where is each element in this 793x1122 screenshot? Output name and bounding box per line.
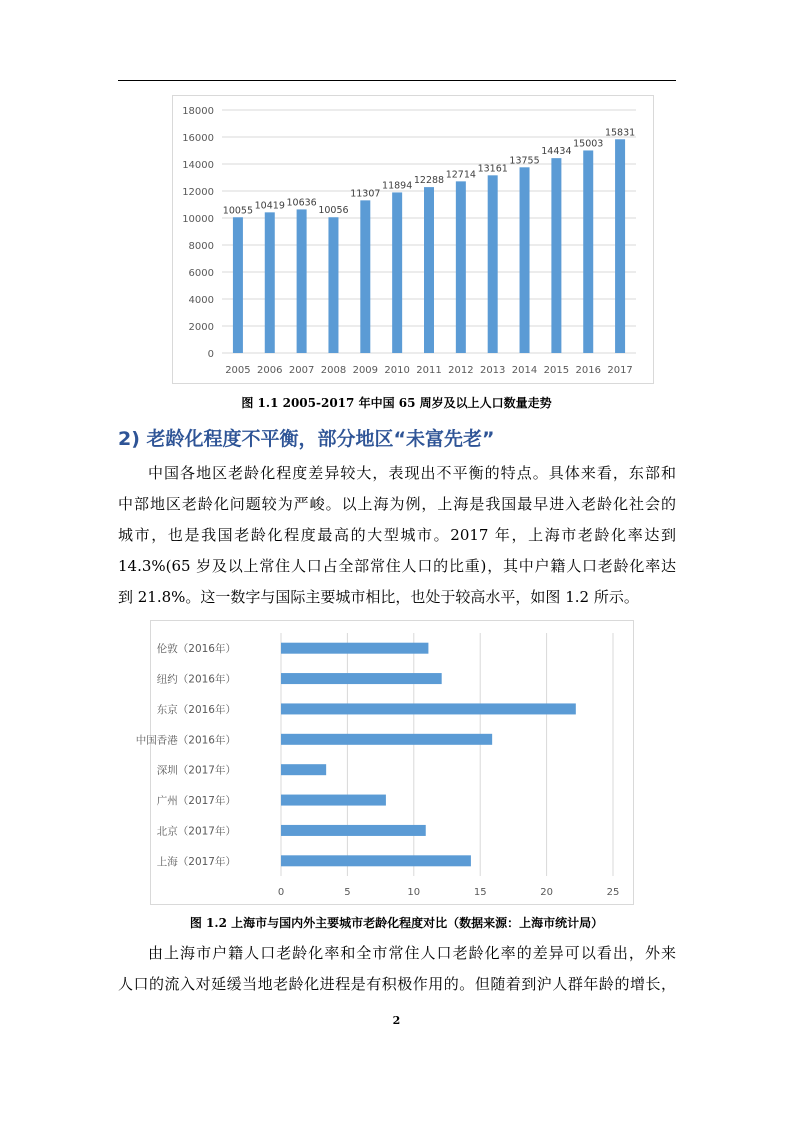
y-tick-label: 纽约（2016年） xyxy=(156,673,236,686)
bar xyxy=(265,212,275,353)
y-tick-label: 北京（2017年） xyxy=(156,825,236,838)
data-label: 13755 xyxy=(509,155,540,167)
bar xyxy=(297,209,307,353)
x-tick-label: 2008 xyxy=(320,365,347,376)
y-tick-label: 0 xyxy=(207,349,214,360)
x-tick-label: 2007 xyxy=(288,365,315,376)
data-label: 12714 xyxy=(445,169,476,181)
x-tick-label: 2011 xyxy=(416,365,442,376)
data-label: 15003 xyxy=(573,138,604,150)
x-tick-label: 2013 xyxy=(479,365,506,376)
y-tick-label: 14000 xyxy=(182,160,214,171)
paragraph-line: 到 21.8%。这一数字与国际主要城市相比，也处于较高水平，如图 1.2 所示。 xyxy=(118,588,639,606)
data-label: 11307 xyxy=(350,188,381,200)
paragraph-2 xyxy=(118,938,676,1000)
paragraph-line: 14.3%(65 岁及以上常住人口占全部常住人口的比重)，其中户籍人口老龄化率达 xyxy=(118,557,676,575)
data-label: 15831 xyxy=(604,127,636,139)
figure2-caption: 图 1.2 上海市与国内外主要城市老龄化程度对比（数据来源：上海市统计局） xyxy=(189,916,604,930)
page-number: 2 xyxy=(392,1014,401,1027)
data-label: 10056 xyxy=(318,205,349,217)
x-tick-label: 2017 xyxy=(607,365,633,376)
y-tick-label: 10000 xyxy=(182,214,214,225)
bar xyxy=(281,703,576,714)
y-tick-label: 深圳（2017年） xyxy=(156,764,236,777)
x-tick-label: 2016 xyxy=(575,365,601,376)
bar xyxy=(328,217,338,353)
y-tick-label: 4000 xyxy=(188,295,214,306)
x-tick-label: 2010 xyxy=(384,365,410,376)
bar xyxy=(551,158,561,353)
bar xyxy=(233,217,243,353)
bar xyxy=(583,150,593,353)
bar xyxy=(392,192,402,353)
data-label: 12288 xyxy=(413,175,445,187)
data-label: 11894 xyxy=(382,180,413,192)
x-tick-label: 2012 xyxy=(448,365,474,376)
y-tick-label: 中国香港（2016年） xyxy=(135,734,236,747)
bar xyxy=(488,175,498,353)
bar xyxy=(281,643,428,654)
figure1-caption: 图 1.1 2005-2017 年中国 65 周岁及以上人口数量走势 xyxy=(241,396,552,410)
aging-rate-chart-svg xyxy=(135,621,633,904)
data-label: 10055 xyxy=(222,205,254,217)
x-tick-label: 25 xyxy=(606,887,620,898)
x-tick-label: 0 xyxy=(277,887,285,898)
paragraph-line: 由上海市户籍人口老龄化率和全市常住人口老龄化率的差异可以看出，外来 xyxy=(148,944,676,962)
data-label: 13161 xyxy=(477,163,508,175)
x-tick-label: 20 xyxy=(540,887,553,898)
x-tick-label: 2015 xyxy=(543,365,570,376)
bar xyxy=(281,673,442,684)
x-tick-label: 2009 xyxy=(352,365,379,376)
y-tick-label: 18000 xyxy=(182,106,214,117)
x-tick-label: 2005 xyxy=(225,365,251,376)
population-chart xyxy=(172,95,654,384)
y-tick-label: 8000 xyxy=(188,241,214,252)
data-label: 10419 xyxy=(254,200,285,212)
y-tick-label: 6000 xyxy=(188,268,214,279)
paragraph-line: 城市，也是我国老龄化程度最高的大型城市。2017 年，上海市老龄化率达到 xyxy=(118,526,676,544)
data-label: 10636 xyxy=(286,197,317,209)
y-tick-label: 伦敦（2016年） xyxy=(156,643,236,656)
section-heading: 2) 老龄化程度不平衡，部分地区“未富先老” xyxy=(118,428,495,450)
y-tick-label: 广州（2017年） xyxy=(156,795,236,808)
aging-rate-chart xyxy=(135,620,634,905)
y-tick-label: 2000 xyxy=(188,322,214,333)
population-chart-svg xyxy=(173,96,653,383)
header-rule xyxy=(118,80,676,81)
bar xyxy=(281,855,471,866)
x-tick-label: 15 xyxy=(473,887,487,898)
bar xyxy=(456,181,466,353)
y-tick-label: 东京（2016年） xyxy=(156,703,236,716)
x-tick-label: 10 xyxy=(407,887,421,898)
bar xyxy=(360,200,370,353)
x-tick-label: 5 xyxy=(344,887,351,898)
paragraph-line: 人口的流入对延缓当地老龄化进程是有积极作用的。但随着到沪人群年龄的增长， xyxy=(118,975,676,993)
paragraph-line: 中国各地区老龄化程度差异较大，表现出不平衡的特点。具体来看，东部和 xyxy=(148,464,676,482)
bar xyxy=(615,139,625,353)
paragraph-line: 中部地区老龄化问题较为严峻。以上海为例，上海是我国最早进入老龄化社会的 xyxy=(118,495,676,513)
y-tick-label: 16000 xyxy=(182,133,214,144)
x-tick-label: 2006 xyxy=(257,365,283,376)
data-label: 14434 xyxy=(541,146,572,158)
bar xyxy=(281,764,326,775)
bar xyxy=(281,734,492,745)
paragraph-1 xyxy=(118,458,676,613)
x-tick-label: 2014 xyxy=(511,365,538,376)
y-tick-label: 上海（2017年） xyxy=(156,855,236,868)
bar xyxy=(424,187,434,353)
bar xyxy=(281,825,426,836)
y-tick-label: 12000 xyxy=(182,187,214,198)
bar xyxy=(281,795,386,806)
bar xyxy=(520,167,530,353)
